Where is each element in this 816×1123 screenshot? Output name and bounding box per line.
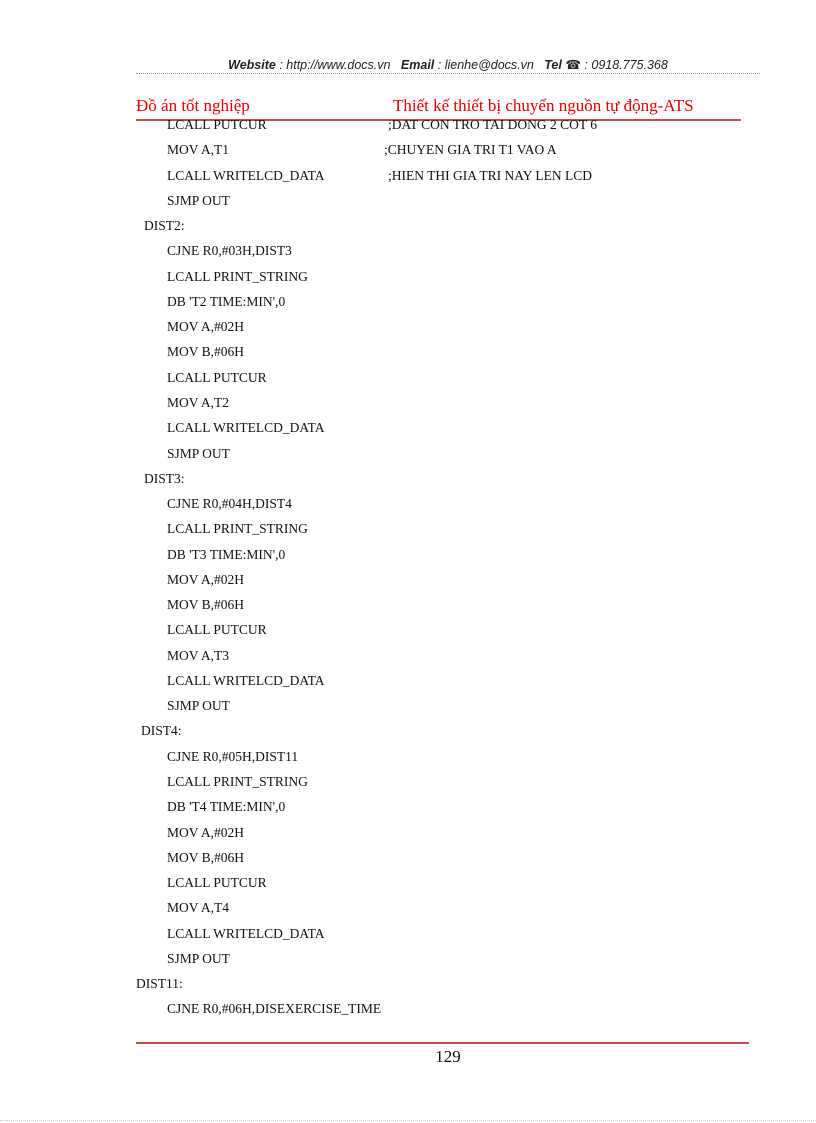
code-line: LCALL PUTCUR — [167, 622, 267, 637]
website-divider — [136, 73, 760, 74]
code-line: MOV A,T4 — [167, 900, 230, 915]
code-line: MOV A,T3 — [167, 648, 230, 663]
email-label: Email — [400, 58, 435, 72]
email-value[interactable]: : lienhe@docs.vn — [437, 58, 534, 72]
document-title-right: Thiết kế thiết bị chuyển nguồn tự động-ATS — [393, 96, 694, 115]
code-line: LCALL WRITELCD_DATA — [167, 926, 325, 941]
website-contact-bar — [136, 57, 760, 72]
code-line: LCALL PUTCUR — [167, 370, 267, 385]
code-line: SJMP OUT — [167, 951, 230, 966]
code-label: DIST2: — [144, 218, 185, 233]
code-line: CJNE R0,#04H,DIST4 — [167, 496, 292, 511]
code-line: MOV A,#02H — [167, 825, 245, 840]
page-number: 129 — [435, 1047, 461, 1066]
code-comment: ;CHUYEN GIA TRI T1 VAO A — [384, 142, 557, 157]
code-line: MOV A,T1 — [167, 142, 230, 157]
code-line: DB 'T4 TIME:MIN',0 — [167, 799, 286, 814]
website-value[interactable]: : http://www.docs.vn — [279, 58, 391, 72]
code-line: CJNE R0,#06H,DISEXERCISE_TIME — [167, 1001, 382, 1016]
code-line: LCALL PUTCUR — [167, 875, 267, 890]
code-line: CJNE R0,#05H,DIST11 — [167, 749, 299, 764]
code-label: DIST3: — [144, 471, 185, 486]
tel-label: Tel — [544, 58, 562, 72]
code-line: LCALL PRINT_STRING — [167, 521, 308, 536]
code-line: MOV A,#02H — [167, 319, 245, 334]
code-line: DB 'T3 TIME:MIN',0 — [167, 547, 286, 562]
footer-divider — [136, 1042, 749, 1044]
code-line: MOV B,#06H — [167, 850, 245, 865]
code-line: SJMP OUT — [167, 698, 230, 713]
code-comment: ;DAT CON TRO TAI DONG 2 COT 6 — [388, 117, 598, 132]
code-line: LCALL PUTCUR — [167, 117, 267, 132]
code-line: LCALL PRINT_STRING — [167, 269, 308, 284]
code-line: LCALL PRINT_STRING — [167, 774, 308, 789]
code-line: MOV A,#02H — [167, 572, 245, 587]
code-comment: ;HIEN THI GIA TRI NAY LEN LCD — [388, 168, 592, 183]
website-label: Website — [228, 58, 276, 72]
code-label: DIST11: — [136, 976, 183, 991]
code-label: DIST4: — [141, 723, 182, 738]
page-bottom-divider — [0, 1120, 816, 1121]
code-line: CJNE R0,#03H,DIST3 — [167, 243, 292, 258]
code-line: MOV B,#06H — [167, 344, 245, 359]
code-line: LCALL WRITELCD_DATA — [167, 673, 325, 688]
code-line: SJMP OUT — [167, 446, 230, 461]
code-line: SJMP OUT — [167, 193, 230, 208]
document-title-left: Đồ án tốt nghiệp — [136, 96, 250, 115]
code-line: LCALL WRITELCD_DATA — [167, 168, 325, 183]
phone-icon: ☎ — [565, 58, 581, 72]
code-line: MOV B,#06H — [167, 597, 245, 612]
code-line: MOV A,T2 — [167, 395, 230, 410]
code-line: DB 'T2 TIME:MIN',0 — [167, 294, 286, 309]
tel-value: : 0918.775.368 — [584, 58, 668, 72]
code-line: LCALL WRITELCD_DATA — [167, 420, 325, 435]
